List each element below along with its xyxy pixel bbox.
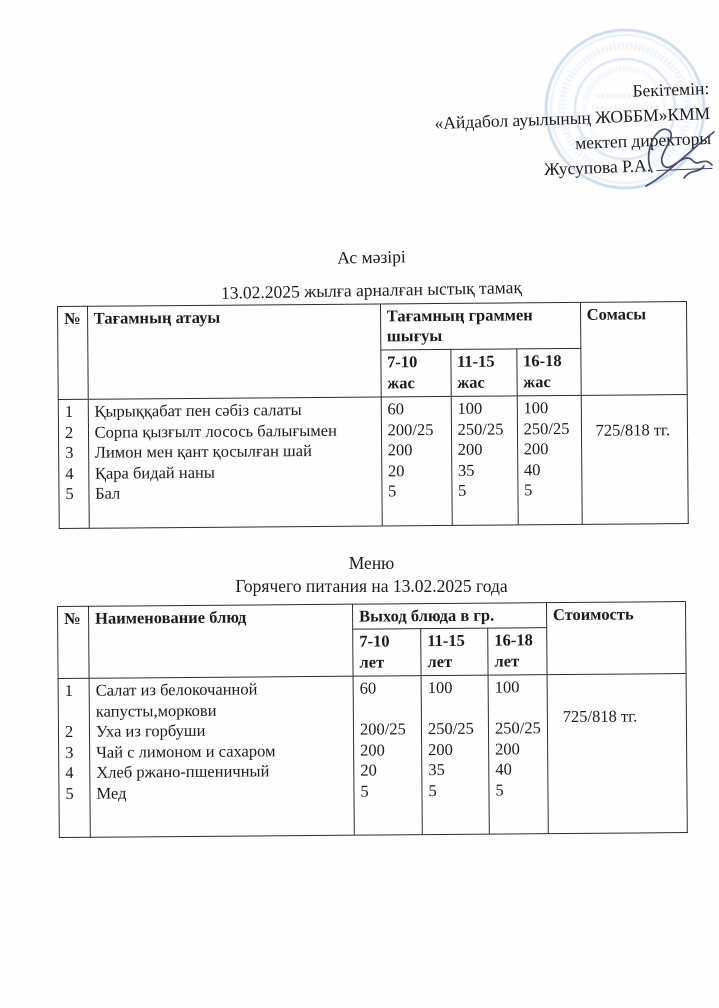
ru-col-header-total: Стоимость — [546, 602, 686, 675]
kz-col-header-group: Тағамның граммен шығуы — [380, 302, 580, 350]
organization-name: «Айдабол ауылының ЖОББМ»КММ — [434, 102, 711, 134]
ru-col-header-age3: 16-18 лет — [488, 628, 547, 675]
ru-values-age2: 100 250/25 200 35 5 — [421, 675, 489, 835]
kz-col-header-total: Сомасы — [580, 302, 687, 396]
kz-total-price: 725/818 тг. — [581, 395, 688, 525]
ru-menu-table — [57, 601, 688, 838]
director-title: мектеп директоры — [574, 127, 712, 153]
signature-icon — [638, 116, 719, 194]
kz-values-age1: 60 200/25 200 20 5 — [381, 396, 452, 526]
kz-values-age2: 100 250/25 200 35 5 — [451, 396, 518, 526]
kz-col-header-no: № — [58, 306, 88, 399]
kz-menu-title: Ас мәзірі — [337, 246, 406, 268]
kz-col-header-age2: 11-15 жас — [450, 349, 516, 397]
kz-col-header-age3: 16-18 жас — [516, 348, 580, 396]
ru-dish-names: Салат из белокочанной капусты,моркови Уха из горбуши Чай с лимоном и сахаром Хлеб ржано-пшеничный Мед — [89, 676, 354, 837]
kz-dish-names: Қырыққабат пен сәбіз салаты Сорпа қызғылт лосось балығымен Лимон мен қант қосылған шай Қара бидай наны Бал — [88, 397, 382, 528]
ru-col-header-group: Выход блюда в гр. — [352, 603, 546, 630]
ru-values-age3: 100 250/25 200 40 5 — [488, 675, 548, 834]
kz-col-header-age1: 7-10 жас — [380, 349, 450, 397]
ru-col-header-age1: 7-10 лет — [353, 629, 421, 677]
kz-menu-subtitle: 13.02.2025 жылға арналған ыстық тамақ — [220, 277, 523, 303]
kz-values-age3: 100 250/25 200 40 5 — [517, 395, 582, 524]
ru-col-header-name: Наименование блюд — [89, 604, 354, 678]
ru-menu-title: Меню — [348, 553, 395, 573]
director-name-line: Жусупова Р.А. — [436, 151, 713, 186]
kz-col-header-name: Тағамның атауы — [87, 304, 381, 399]
ru-values-age1: 60 200/25 200 20 5 — [353, 676, 422, 836]
ru-total-price: 725/818 тг. — [547, 674, 687, 834]
kz-menu-table — [57, 301, 688, 529]
approval-word: Бекітемін: — [632, 77, 710, 101]
kz-row-numbers: 1 2 3 4 5 — [58, 399, 89, 528]
ru-col-header-no: № — [58, 606, 90, 678]
ru-menu-subtitle: Горячего питания на 13.02.2025 года — [235, 576, 508, 596]
ru-row-numbers: 1 2 3 4 5 — [58, 678, 90, 837]
ru-col-header-age2: 11-15 лет — [421, 628, 488, 676]
